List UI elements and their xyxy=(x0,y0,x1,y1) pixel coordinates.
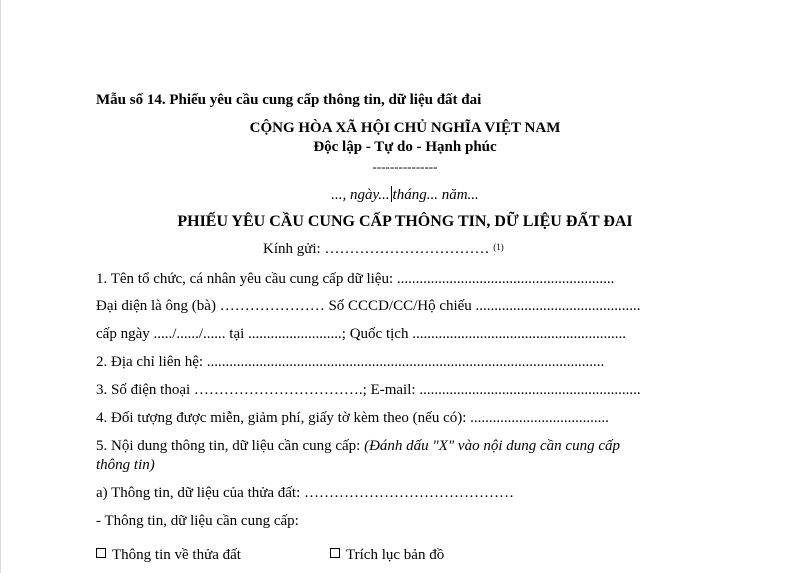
form-number: Mẫu số 14. Phiếu yêu cầu cung cấp thông tin, dữ liệu đất đai xyxy=(96,92,482,108)
checkbox-icon[interactable] xyxy=(96,548,106,558)
footnote-ref: (1) xyxy=(493,242,504,252)
date-day-month: ..., ngày... xyxy=(331,187,390,203)
field-content-label: 5. Nội dung thông tin, dữ liệu cần cung cấp: xyxy=(96,438,365,454)
date-line xyxy=(0,186,810,204)
option-map-extract[interactable] xyxy=(330,546,444,564)
national-title: CỘNG HÒA XÃ HỘI CHỦ NGHĨA VIỆT NAM xyxy=(249,120,561,136)
field-exemption: 4. Đối tượng được miễn, giảm phí, giấy tờ kèm theo (nếu có): ..................................... xyxy=(96,410,609,426)
separator: --------------- xyxy=(372,159,438,174)
recipient-text: Kính gửi: …………………………… xyxy=(263,241,490,257)
option-map-extract-label: Trích lục bản đồ xyxy=(346,547,445,563)
checkbox-icon[interactable] xyxy=(330,548,340,558)
field-phone-email: 3. Số điện thoại …………………………….; E-mail: ........................................................... xyxy=(96,382,641,398)
main-title: PHIẾU YÊU CẦU CUNG CẤP THÔNG TIN, DỮ LIỆU ĐẤT ĐAI xyxy=(177,213,633,230)
field-parcel-sub: - Thông tin, dữ liệu cần cung cấp: xyxy=(96,513,299,529)
option-parcel-info[interactable] xyxy=(96,546,241,564)
field-parcel-info: a) Thông tin, dữ liệu của thửa đất: …………………………………… xyxy=(96,485,515,501)
field-representative: Đại diện là ông (bà) ………………… Số CCCD/CC/Hộ chiếu ............................................ xyxy=(96,298,641,314)
option-parcel-info-label: Thông tin về thửa đất xyxy=(112,547,241,563)
field-content-instruction-cont: thông tin) xyxy=(96,457,155,473)
page-edge xyxy=(0,0,1,573)
field-address: 2. Địa chỉ liên hệ: .......................................................................................................... xyxy=(96,354,605,370)
field-requester-name: 1. Tên tổ chức, cá nhân yêu cầu cung cấp dữ liệu: .......................................................... xyxy=(96,271,615,287)
date-month-year: tháng... năm... xyxy=(392,187,479,203)
field-content-instruction: (Đánh dấu "X" vào nội dung cần cung cấp xyxy=(364,438,620,454)
recipient-line xyxy=(263,240,504,258)
motto: Độc lập - Tự do - Hạnh phúc xyxy=(313,139,497,155)
text-cursor xyxy=(391,186,392,202)
field-issue-date: cấp ngày ...../....../...... tại .........................; Quốc tịch ......................................................... xyxy=(96,326,626,342)
field-content xyxy=(96,437,620,455)
